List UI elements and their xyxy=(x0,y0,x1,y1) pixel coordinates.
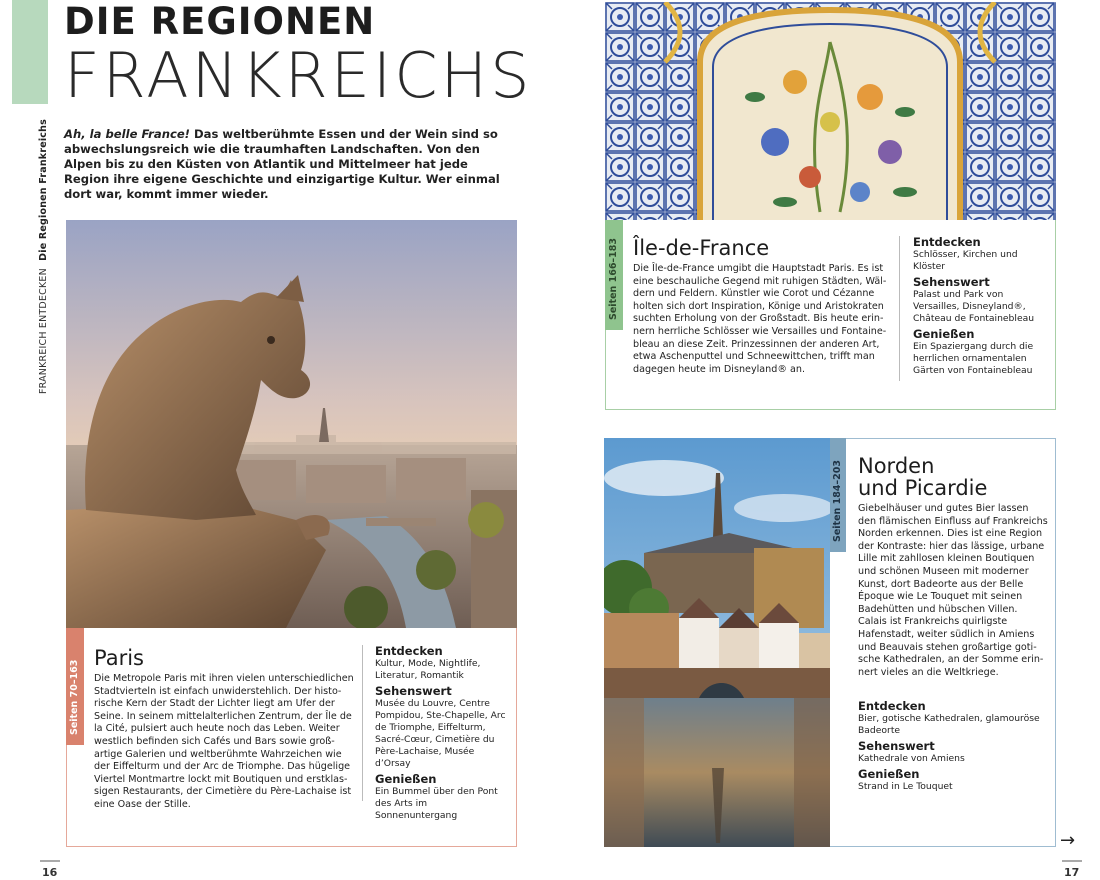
ile-de-france-facts xyxy=(913,236,1048,380)
paris-sehenswert-heading: Sehenswert xyxy=(375,684,452,698)
paris-divider xyxy=(362,645,363,801)
nord-entdecken-heading: Entdecken xyxy=(858,699,926,713)
paris-facts xyxy=(375,645,511,825)
paris-entdecken-text: Kultur, Mode, Nightlife, Literatur, Romantik xyxy=(375,658,481,681)
page-title-line1: DIE REGIONEN xyxy=(64,0,376,43)
idf-sehenswert-heading: Sehenswert xyxy=(913,275,990,289)
paris-body: Die Metropole Paris mit ihren vielen unterschiedlichen Stadtvierteln ist einfach unwiderstehlich. Der historische Kern der Stadt der Lichter liegt am Ufer der Seine. In seinem mittelalterlichen Zentrum, der Île de la Cité, pulsiert auch heute noch das Leben. Weiter westlich befinden sich Cafés und Bars sowie großartige Galerien und weltberühmte Wahrzeichen wie der Eiffelturm und der Arc de Triomphe. Das hügelige Viertel Montmartre lockt mit Boutiquen und erstklassigen Restaurants, der Cimetière du Père-Lachaise ist eine Oase der Stille. xyxy=(94,673,354,810)
nord-entdecken-text: Bier, gotische Kathedralen, glamouröse Badeorte xyxy=(858,713,1040,736)
paris-geniessen-heading: Genießen xyxy=(375,772,437,786)
norden-title-line1: Norden xyxy=(858,454,935,478)
page-number-left: 16 xyxy=(42,866,58,879)
ile-de-france-divider xyxy=(899,236,900,381)
ile-de-france-page-tab xyxy=(605,220,623,330)
nord-sehenswert-heading: Sehenswert xyxy=(858,739,935,753)
intro-lead: Ah, la belle France! xyxy=(64,127,190,141)
idf-geniessen-text: Ein Spaziergang durch die herrlichen ornamentalen Gärten von Fontainebleau xyxy=(913,341,1034,376)
norden-picardie-body: Giebelhäuser und gutes Bier lassen den flämischen Einfluss auf Frankreichs Norden erkennen. Dies ist eine Region der Kontraste: hier das lässige, urbane Lille mit zahllosen kleinen Boutiquen und schönen Museen mit moderner Kunst, dort Badeorte aus der Belle Époque wie Le Touquet mit seinen Badehütten und hübschen Villen. Calais ist Frankreichs quirligste Hafenstadt, weiter südlich in Amiens und Beauvais stehen großartige gotische Kathedralen, an der Somme erinnert vieles an die Weltkriege. xyxy=(858,503,1048,678)
ile-de-france-photo xyxy=(605,2,1056,220)
norden-picardie-facts xyxy=(858,700,1048,796)
ile-de-france-body: Die Île-de-France umgibt die Hauptstadt Paris. Es ist eine beschauliche Gegend mit ruhigen Städten, Wäldern und Feldern. Künstler wie Corot und Cézanne holten sich dort Inspiration, Könige und Aristokraten suchten Erholung von der Großstadt. Bis heute erinnern herrliche Schlösser wie Versailles und Fontainebleau an diese Zeit. Prinzessinnen der anderen Art, etwa Aschenputtel und Schneewittchen, trifft man dagegen heute im Disneyland® an. xyxy=(633,263,887,375)
norden-picardie-photo xyxy=(604,438,830,847)
page-number-right: 17 xyxy=(1064,866,1080,879)
norden-picardie-title xyxy=(858,455,987,499)
running-header xyxy=(36,108,52,394)
ile-de-france-pages: Seiten 166–183 xyxy=(608,237,619,320)
idf-entdecken-text: Schlösser, Kirchen und Klöster xyxy=(913,249,1018,272)
norden-picardie-pages: Seiten 184–203 xyxy=(832,459,843,542)
idf-entdecken-heading: Entdecken xyxy=(913,235,981,249)
norden-picardie-page-tab xyxy=(830,438,846,552)
paris-pages: Seiten 70–163 xyxy=(69,659,80,735)
nord-geniessen-heading: Genießen xyxy=(858,767,920,781)
ile-de-france-title: Île-de-France xyxy=(633,236,770,260)
paris-entdecken-heading: Entdecken xyxy=(375,644,443,658)
page-title-line2: FRANKREICHS xyxy=(64,39,533,112)
intro-text: Das weltberühmte Essen und der Wein sind so abwechslungsreich wie die traumhaften Landschaften. Von den Alpen bis zu den Küsten von Atlantik und Mittelmeer hat jede Region ihre eigene Geschichte und einzigartige Kultur. Wer einmal dort war, kommt immer wieder. xyxy=(64,127,500,201)
paris-photo xyxy=(66,220,517,628)
nord-sehenswert-text: Kathedrale von Amiens xyxy=(858,753,965,764)
nord-geniessen-text: Strand in Le Touquet xyxy=(858,781,953,792)
paris-geniessen-text: Ein Bummel über den Pont des Arts im Sonnenuntergang xyxy=(375,786,498,821)
norden-title-line2: und Picardie xyxy=(858,476,988,500)
running-header-section: FRANKREICH ENTDECKEN xyxy=(38,268,49,394)
page-number-rule-right xyxy=(1062,860,1082,862)
idf-geniessen-heading: Genießen xyxy=(913,327,975,341)
idf-sehenswert-text: Palast und Park von Versailles, Disneyland®, Château de Fontainebleau xyxy=(913,289,1035,324)
section-color-tab xyxy=(12,0,48,104)
intro-paragraph xyxy=(64,127,509,202)
running-header-chapter: Die Regionen Frankreichs xyxy=(38,119,49,261)
paris-title: Paris xyxy=(94,646,144,670)
paris-sehenswert-text: Musée du Louvre, Centre Pompidou, Ste-Chapelle, Arc de Triomphe, Eiffelturm, Sacré-Cœur, Cimetière du Père-Lachaise, Musée d’Orsay xyxy=(375,698,506,769)
page-number-rule-left xyxy=(40,860,60,862)
paris-page-tab xyxy=(66,628,84,745)
next-page-arrow-icon[interactable]: → xyxy=(1060,830,1076,851)
